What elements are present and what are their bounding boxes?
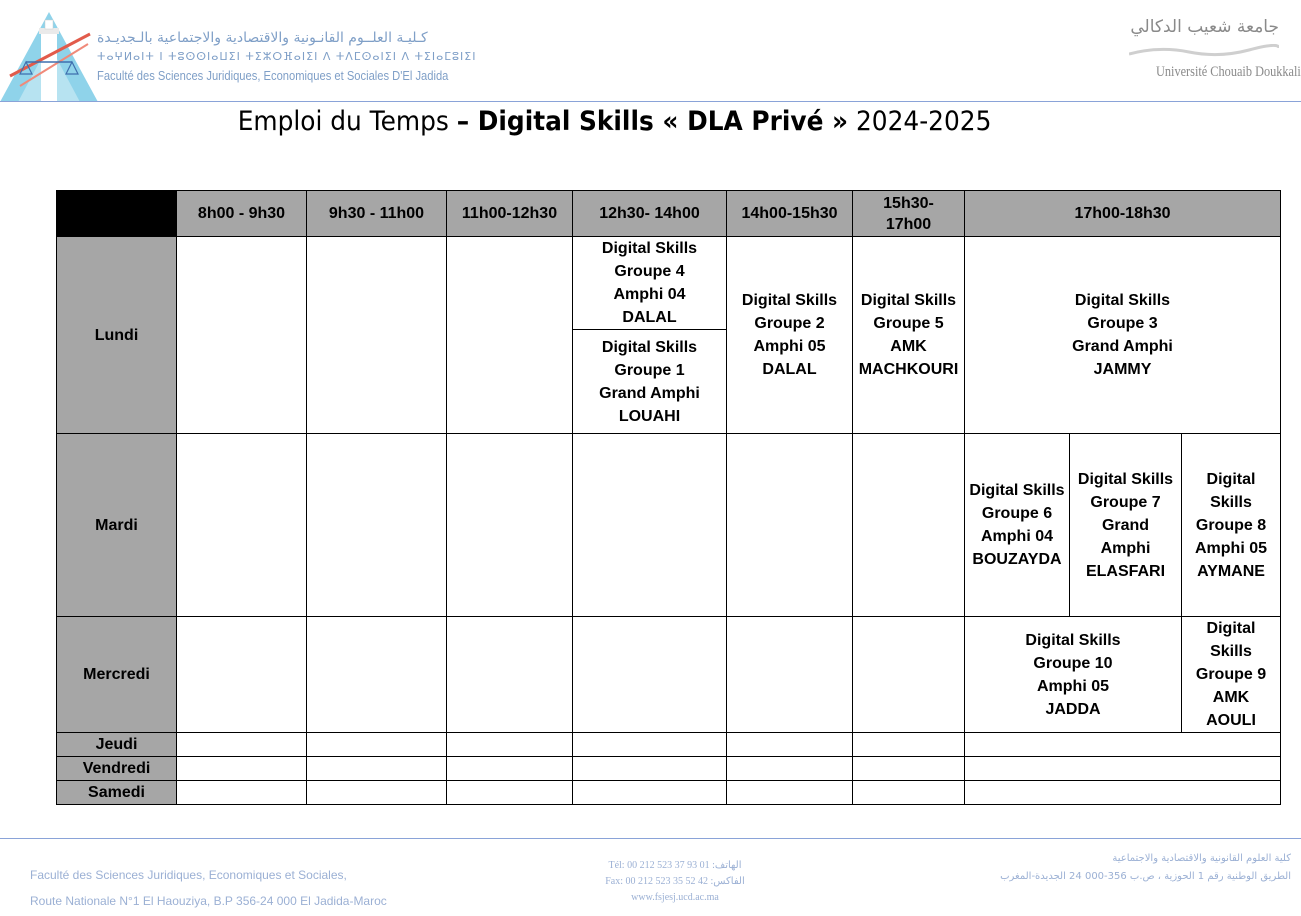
empty-slot [965,781,1281,805]
corner-cell [57,191,177,237]
session-cell: Digital Skills Groupe 2 Amphi 05 DALAL [727,237,853,434]
footer-faculty-name-arabic: كلية العلوم القانونية والاقتصادية والاجتماعية [1112,853,1291,864]
day-label: Samedi [57,781,177,805]
empty-slot [307,237,447,434]
day-label: Vendredi [57,757,177,781]
session-cell: Digital Skills Groupe 10 Amphi 05 JADDA [965,617,1182,733]
time-slot-header: 11h00-12h30 [447,191,573,237]
time-slot-header: 14h00-15h30 [727,191,853,237]
title-program: – Digital Skills « DLA Privé » [456,106,849,137]
day-row-mercredi [57,617,1281,733]
empty-slot [727,733,853,757]
footer-address: Route Nationale N°1 El Haouziya, B.P 356-24 000 El Jadida-Maroc [30,894,387,908]
session-cell: Digital Skills Groupe 8 Amphi 05 AYMANE [1182,434,1281,617]
footer-website: www.fsjesj.ucd.ac.ma [631,892,719,903]
time-slot-header: 8h00 - 9h30 [177,191,307,237]
footer-divider [0,838,1301,839]
faculty-name-arabic: كـليـة العلــوم القانـونية والاقتصادية والاجتماعية بالـجديـدة [97,30,428,46]
header-row [57,191,1281,237]
header-divider [0,101,1301,102]
empty-slot [447,434,573,617]
session-cell: Digital Skills Groupe 5 AMK MACHKOURI [853,237,965,434]
university-name-arabic: جامعة شعيب الدكالي [1130,17,1279,37]
session-cell: Digital Skills Groupe 3 Grand Amphi JAMMY [965,237,1281,434]
empty-slot [177,781,307,805]
session-cell: Digital Skills Groupe 6 Amphi 04 BOUZAYDA [965,434,1070,617]
empty-slot [727,781,853,805]
empty-slot [853,617,965,733]
empty-slot [573,617,727,733]
day-label: Jeudi [57,733,177,757]
empty-slot [307,617,447,733]
empty-slot [853,434,965,617]
day-row-lundi [57,237,1281,330]
title-prefix: Emploi du Temps [237,106,457,137]
empty-slot [447,781,573,805]
time-slot-header: 9h30 - 11h00 [307,191,447,237]
day-label: Mardi [57,434,177,617]
footer-address-arabic-line: الطريق الوطنية رقم 1 الحوزية ، ص.ب 356-000 24 الجديدة-المغرب [1000,871,1291,882]
session-cell: Digital Skills Groupe 1 Grand Amphi LOUAHI [573,330,727,434]
university-logo-ornament [1129,44,1279,58]
day-row-jeudi [57,733,1281,757]
empty-slot [853,733,965,757]
empty-slot [177,757,307,781]
university-name-french: Université Chouaib Doukkali [1156,64,1301,80]
empty-slot [573,757,727,781]
empty-slot [307,757,447,781]
empty-slot [853,781,965,805]
session-cell: Digital Skills Groupe 4 Amphi 04 DALAL [573,237,727,330]
university-logo [1129,14,1301,81]
empty-slot [447,617,573,733]
empty-slot [573,434,727,617]
empty-slot [177,434,307,617]
faculty-name-french: Faculté des Sciences Juridiques, Economiques et Sociales D'El Jadida [97,68,449,83]
empty-slot [965,733,1281,757]
footer-address-arabic [991,850,1291,886]
empty-slot [307,434,447,617]
empty-slot [573,781,727,805]
footer-address-french [30,862,387,914]
session-cell: Digital Skills Groupe 9 AMK AOULI [1182,617,1281,733]
empty-slot [573,733,727,757]
empty-slot [177,733,307,757]
title-year: 2024-2025 [848,106,992,137]
day-row-mardi [57,434,1281,617]
footer-faculty-name: Faculté des Sciences Juridiques, Economiques et Sociales, [30,868,347,882]
empty-slot [177,617,307,733]
empty-slot [447,757,573,781]
empty-slot [965,757,1281,781]
empty-slot [307,781,447,805]
time-slot-header: 12h30- 14h00 [573,191,727,237]
day-row-vendredi [57,757,1281,781]
page-title [0,104,1229,140]
faculty-name-tifinagh: ⵜⴰⵖⵍⴰⵏⵜ ⵏ ⵜⵓⵙⵙⵏⴰⵡⵉⵏ ⵜⵉⵣⵔⴼⴰⵏⵉⵏ ⴷ ⵜⴷⵎⵙⴰⵏⵉⵏ ⴷ ⵜⵉⵏⴰⵎⵓⵏⵉⵏ [97,50,477,63]
day-label: Mercredi [57,617,177,733]
empty-slot [177,237,307,434]
footer-fax: Fax: 00 212 523 35 52 42 :الفاكس [605,876,745,887]
faculty-header [97,28,477,86]
empty-slot [307,733,447,757]
time-slot-header: 17h00-18h30 [965,191,1281,237]
empty-slot [727,757,853,781]
day-row-samedi [57,781,1281,805]
faculty-logo [0,10,98,102]
footer-contact [560,858,790,906]
empty-slot [727,434,853,617]
empty-slot [447,237,573,434]
footer-phone: Tél: 00 212 523 37 93 01 :الهاتف [608,860,742,871]
empty-slot [447,733,573,757]
empty-slot [853,757,965,781]
timetable [56,190,1281,805]
day-label: Lundi [57,237,177,434]
session-cell: Digital Skills Groupe 7 Grand Amphi ELASFARI [1070,434,1182,617]
empty-slot [727,617,853,733]
time-slot-header: 15h30- 17h00 [853,191,965,237]
